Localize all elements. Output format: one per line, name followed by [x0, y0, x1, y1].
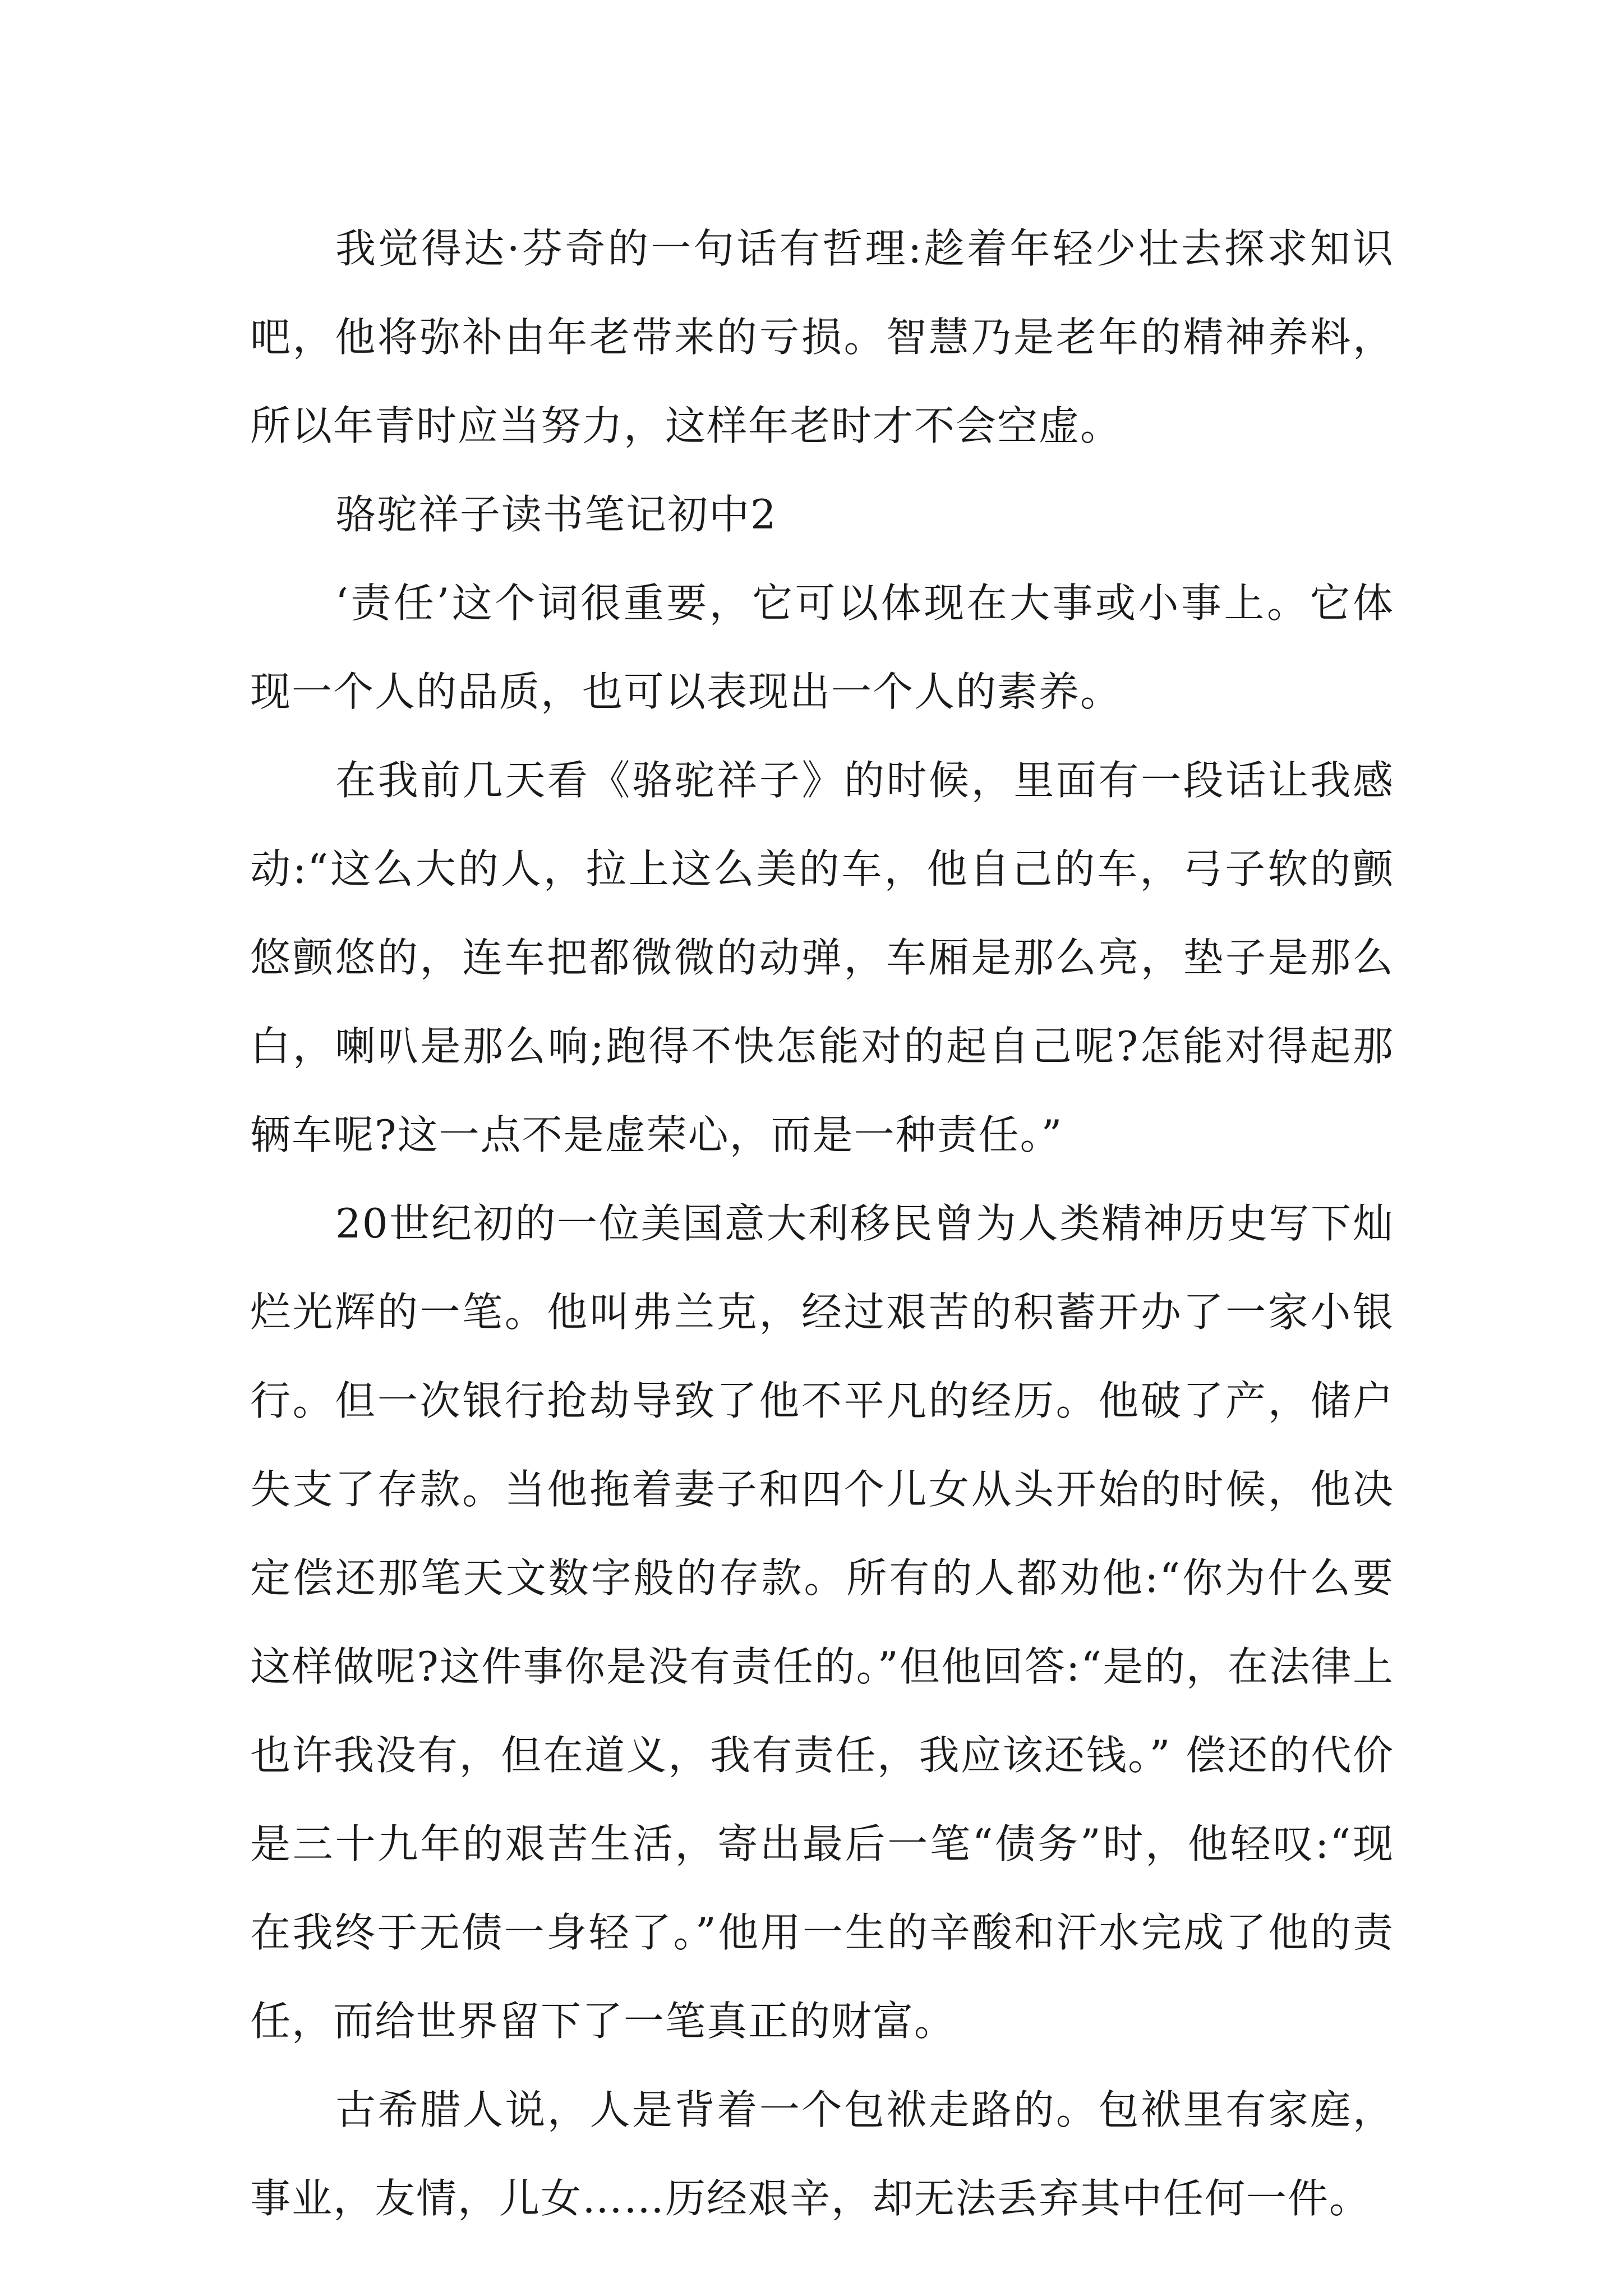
- document-body: [250, 204, 1394, 2243]
- paragraph-frank-story: 20世纪初的一位美国意大利移民曾为人类精神历史写下灿烂光辉的一笔。他叫弗兰克，经过艰苦的积蓄开办了一家小银行。但一次银行抢劫导致了他不平凡的经历。他破了产，储户失支了存款。当他拖着妻子和四个儿女从头开始的时候，他决定偿还那笔天文数字般的存款。所有的人都劝他:“你为什么要这样做呢?这件事你是没有责任的。”但他回答:“是的，在法律上也许我没有，但在道义，我有责任，我应该还钱。” 偿还的代价是三十九年的艰苦生活，寄出最后一笔“债务”时，他轻叹:“现在我终于无债一身轻了。”他用一生的辛酸和汗水完成了他的责任，而给世界留下了一笔真正的财富。: [250, 1200, 1394, 2045]
- paragraph-responsibility: ‘责任’这个词很重要，它可以体现在大事或小事上。它体现一个人的品质，也可以表现出一个人的素养。: [250, 579, 1394, 715]
- paragraph-greek-saying: 古希腊人说，人是背着一个包袱走路的。包袱里有家庭，事业，友情，儿女……历经艰辛，却无法丢弃其中任何一件。: [250, 2086, 1394, 2222]
- paragraph-quote: 在我前几天看《骆驼祥子》的时候，里面有一段话让我感动:“这么大的人，拉上这么美的车，他自己的车，弓子软的颤悠颤悠的，连车把都微微的动弹，车厢是那么亮，垫子是那么白，喇叭是那么响;跑得不快怎能对的起自己呢?怎能对得起那辆车呢?这一点不是虚荣心，而是一种责任。”: [250, 757, 1394, 1158]
- section-heading: 骆驼祥子读书笔记初中2: [335, 491, 777, 538]
- paragraph-wisdom: 我觉得达·芬奇的一句话有哲理:趁着年轻少壮去探求知识吧，他将弥补由年老带来的亏损。智慧乃是老年的精神养料，所以年青时应当努力，这样年老时才不会空虚。: [250, 225, 1394, 449]
